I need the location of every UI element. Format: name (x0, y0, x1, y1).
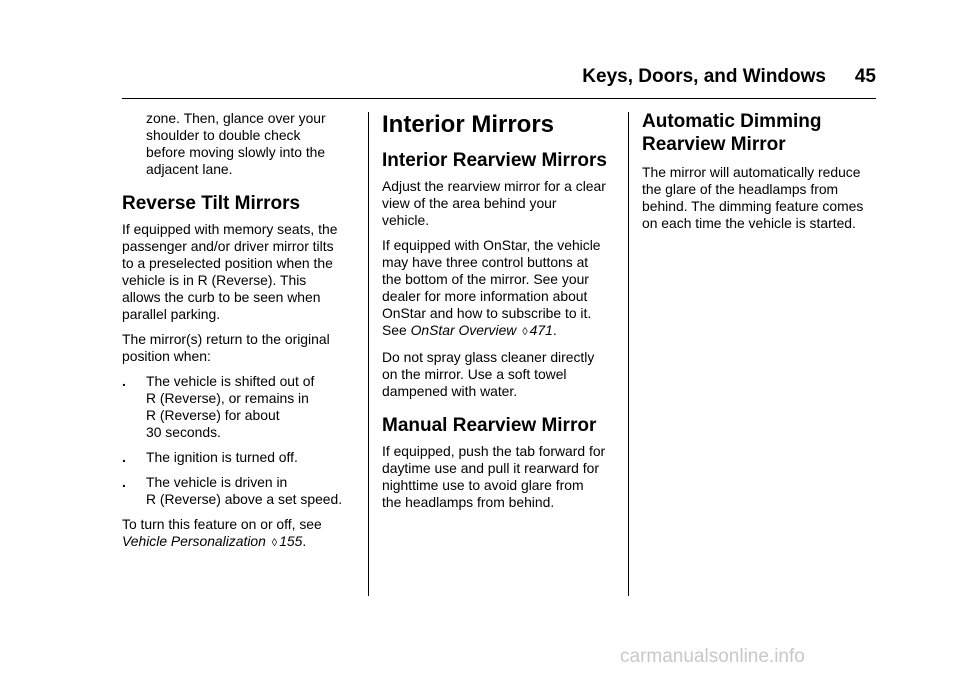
paragraph: If equipped with memory seats, the passenger and/or driver mirror tilts to a preselected position when the vehicle is in R (Reverse). This allows the curb to be seen when parallel parking. (122, 221, 338, 322)
chapter-heading-interior-mirrors: Interior Mirrors (382, 111, 555, 138)
watermark: carmanualsonline.info (620, 646, 805, 667)
list-item: . The vehicle is shifted out of R (Reverse), or remains in R (Reverse) for about 30 seconds. (122, 373, 315, 440)
bullet-marker: . (122, 373, 126, 389)
header-rule (122, 98, 876, 99)
continued-paragraph: zone. Then, glance over your shoulder to double check before moving slowly into the adjacent lane. (146, 110, 326, 177)
paragraph: Do not spray glass cleaner directly on the mirror. Use a soft towel dampened with water. (382, 349, 595, 399)
cross-reference-link[interactable]: OnStar Overview (410, 322, 517, 338)
paragraph: If equipped with OnStar, the vehicle may have three control buttons at the bottom of the mirror. See your dealer for more information about OnStar and how to subscribe to it. See OnStar Overview ◊ 471. (382, 237, 622, 341)
paragraph: To turn this feature on or off, see Vehicle Personalization ◊ 155. (122, 516, 358, 552)
paragraph: The mirror(s) return to the original position when: (122, 331, 330, 364)
section-heading-interior-rearview: Interior Rearview Mirrors (382, 150, 607, 171)
bullet-marker: . (122, 474, 126, 490)
list-item: . The vehicle is driven in R (Reverse) above a set speed. (122, 474, 343, 507)
section-heading-manual-rearview: Manual Rearview Mirror (382, 415, 597, 436)
page-reference-icon: ◊ (271, 537, 278, 549)
column-divider-2 (628, 112, 629, 596)
column-2 (382, 110, 622, 519)
column-divider-1 (368, 112, 369, 596)
list-item: . The ignition is turned off. (122, 449, 298, 465)
cross-reference-page[interactable]: 471 (529, 322, 553, 338)
section-heading-automatic-dimming: Automatic Dimming Rearview Mirror (642, 111, 822, 155)
section-heading-reverse-tilt: Reverse Tilt Mirrors (122, 193, 301, 214)
cross-reference-page[interactable]: 155 (279, 533, 303, 549)
page-reference-icon: ◊ (522, 326, 528, 338)
running-header-title: Keys, Doors, and Windows (582, 66, 826, 87)
bullet-marker: . (122, 449, 126, 465)
cross-reference-link[interactable]: Vehicle Personalization (122, 533, 266, 549)
paragraph: Adjust the rearview mirror for a clear view of the area behind your vehicle. (382, 178, 606, 228)
paragraph: The mirror will automatically reduce the glare of the headlamps from behind. The dimming feature comes on each time the vehicle is started. (642, 164, 864, 231)
column-1 (122, 110, 358, 560)
page-number: 45 (854, 66, 876, 87)
paragraph: If equipped, push the tab forward for daytime use and pull it rearward for nighttime use to avoid glare from the headlamps from behind. (382, 443, 606, 510)
column-3 (642, 110, 878, 240)
